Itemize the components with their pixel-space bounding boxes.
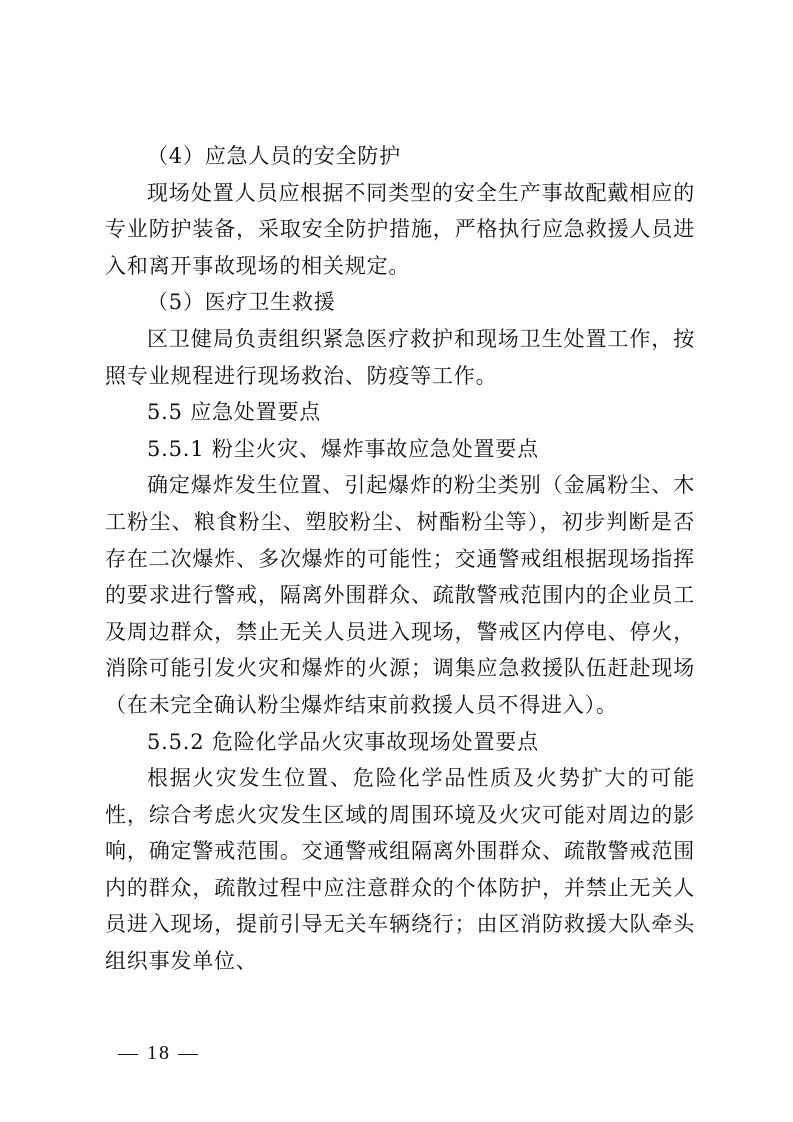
- page-number: — 18 —: [118, 1042, 200, 1064]
- paragraph-chemical-fire: 根据火灾发生位置、危险化学品性质及火势扩大的可能性，综合考虑火灾发生区域的周围环境及火灾可能对周边的影响，确定警戒范围。交通警戒组隔离外围群众、疏散警戒范围内的群众，疏散过程中应注意群众的个体防护，并禁止无关人员进入现场，提前引导无关车辆绕行；由区消防救援大队牵头组织事发单位、: [105, 766, 695, 974]
- section-heading-5-5: 5.5 应急处置要点: [147, 400, 322, 425]
- section-heading-5-5-2: 5.5.2 危险化学品火灾事故现场处置要点: [147, 729, 539, 754]
- paragraph-dust-explosion: 确定爆炸发生位置、引起爆炸的粉尘类别（金属粉尘、木工粉尘、粮食粉尘、塑胶粉尘、树酯粉尘等），初步判断是否存在二次爆炸、多次爆炸的可能性；交通警戒组根据现场指挥的要求进行警戒，隔离外围群众、疏散警戒范围内的企业员工及周边群众，禁止无关人员进入现场，警戒区内停电、停火，消除可能引发火灾和爆炸的火源；调集应急救援队伍赶赴现场（在未完全确认粉尘爆炸结束前救援人员不得进入）。: [105, 473, 695, 717]
- heading-emergency-personnel-protection: （4）应急人员的安全防护: [147, 144, 401, 168]
- paragraph-protection-measures: 现场处置人员应根据不同类型的安全生产事故配戴相应的专业防护装备，采取安全防护措施，严格执行应急救援人员进入和离开事故现场的相关规定。: [105, 180, 695, 278]
- document-body: [105, 138, 695, 980]
- section-heading-5-5-1: 5.5.1 粉尘火灾、爆炸事故应急处置要点: [147, 436, 539, 461]
- heading-medical-rescue: （5）医疗卫生救援: [147, 290, 336, 315]
- paragraph-medical-rescue: 区卫健局负责组织紧急医疗救护和现场卫生处置工作，按照专业规程进行现场救治、防疫等工作。: [105, 326, 695, 388]
